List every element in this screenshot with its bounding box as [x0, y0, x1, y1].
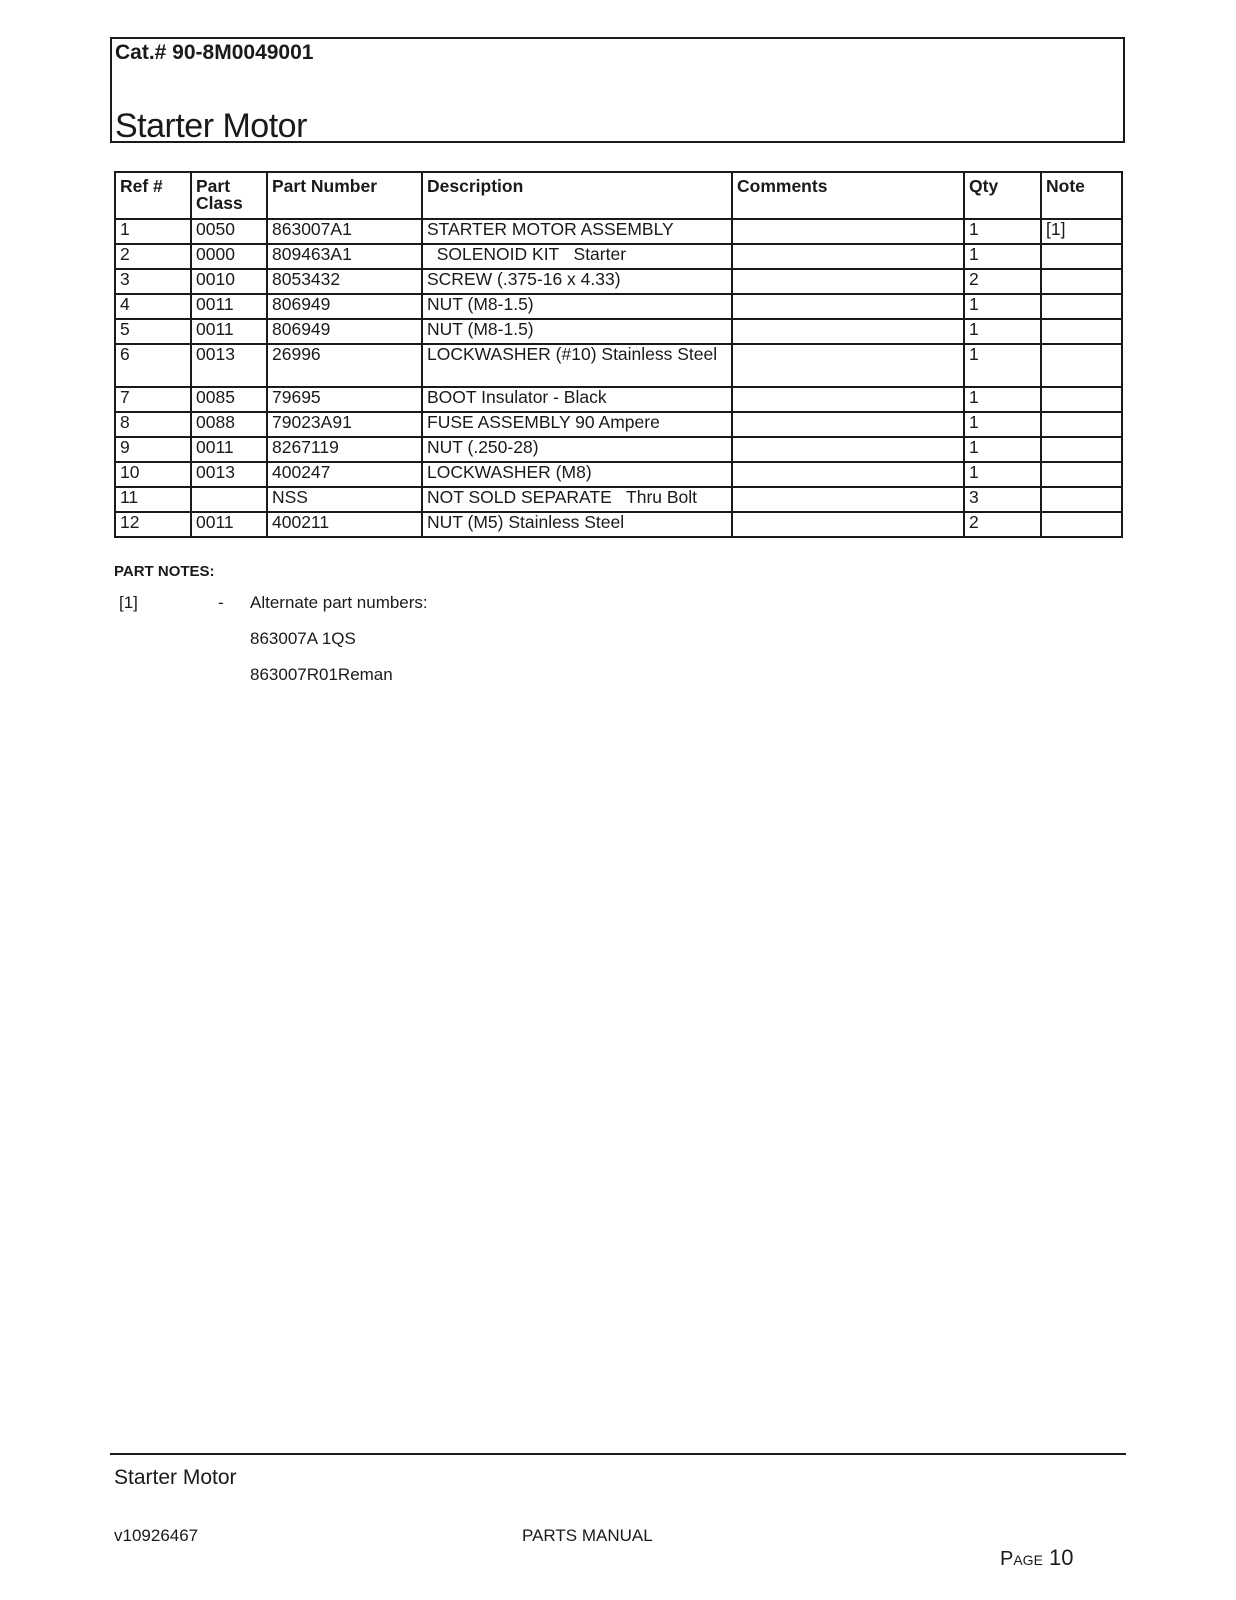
cell-note	[1041, 244, 1122, 269]
cell-part-class: 0088	[191, 412, 267, 437]
cell-part-class: 0011	[191, 294, 267, 319]
cell-comments	[732, 269, 964, 294]
cell-part-number: 79023A91	[267, 412, 422, 437]
footer-title: Starter Motor	[114, 1466, 237, 1489]
cell-ref: 8	[115, 412, 191, 437]
footer-version: v10926467	[114, 1526, 199, 1545]
cell-part-number: 400211	[267, 512, 422, 537]
cell-comments	[732, 512, 964, 537]
page-title: Starter Motor	[115, 107, 307, 145]
cell-ref: 6	[115, 344, 191, 387]
cell-qty: 1	[964, 437, 1041, 462]
table-row	[115, 512, 1122, 537]
cell-ref: 11	[115, 487, 191, 512]
cell-part-class: 0013	[191, 462, 267, 487]
table-row	[115, 344, 1122, 387]
cell-note: [1]	[1041, 219, 1122, 244]
cell-note	[1041, 344, 1122, 387]
page-label: Page	[1000, 1548, 1043, 1570]
cell-note	[1041, 462, 1122, 487]
column-header-comments: Comments	[732, 172, 964, 219]
cell-comments	[732, 294, 964, 319]
cell-note	[1041, 294, 1122, 319]
cell-part-class: 0011	[191, 512, 267, 537]
cell-description: FUSE ASSEMBLY 90 Ampere	[422, 412, 732, 437]
page-number-value: 10	[1049, 1545, 1074, 1570]
cell-part-number: 8267119	[267, 437, 422, 462]
table-row	[115, 269, 1122, 294]
cell-comments	[732, 462, 964, 487]
cell-qty: 1	[964, 462, 1041, 487]
cell-ref: 1	[115, 219, 191, 244]
table-row	[115, 487, 1122, 512]
cell-description: SCREW (.375-16 x 4.33)	[422, 269, 732, 294]
cell-comments	[732, 244, 964, 269]
cell-ref: 9	[115, 437, 191, 462]
cell-description: NUT (M8-1.5)	[422, 319, 732, 344]
cell-qty: 1	[964, 319, 1041, 344]
cell-part-number: 400247	[267, 462, 422, 487]
page-number	[1000, 1545, 1074, 1571]
footer-manual-name: PARTS MANUAL	[522, 1526, 653, 1545]
table-row	[115, 412, 1122, 437]
cell-description: NUT (M5) Stainless Steel	[422, 512, 732, 537]
note-dash: -	[218, 593, 224, 612]
cell-qty: 1	[964, 219, 1041, 244]
cell-qty: 1	[964, 412, 1041, 437]
cell-note	[1041, 512, 1122, 537]
table-row	[115, 319, 1122, 344]
table-header-row	[115, 172, 1122, 219]
cell-qty: 2	[964, 512, 1041, 537]
footer-divider	[110, 1453, 1126, 1455]
cell-part-class: 0013	[191, 344, 267, 387]
note-ref: [1]	[119, 593, 138, 612]
cell-part-number: NSS	[267, 487, 422, 512]
cell-part-class: 0050	[191, 219, 267, 244]
column-header-description: Description	[422, 172, 732, 219]
cell-qty: 1	[964, 294, 1041, 319]
cell-ref: 2	[115, 244, 191, 269]
column-header-part-number: Part Number	[267, 172, 422, 219]
cell-comments	[732, 387, 964, 412]
cell-ref: 12	[115, 512, 191, 537]
cell-note	[1041, 487, 1122, 512]
parts-table	[114, 171, 1123, 538]
column-header-ref: Ref #	[115, 172, 191, 219]
cell-description: NOT SOLD SEPARATE Thru Bolt	[422, 487, 732, 512]
cell-description: BOOT Insulator - Black	[422, 387, 732, 412]
column-header-part-class: Part Class	[191, 172, 267, 219]
cell-note	[1041, 387, 1122, 412]
cell-part-class	[191, 487, 267, 512]
cell-part-number: 806949	[267, 294, 422, 319]
catalog-header	[110, 37, 1125, 143]
cell-ref: 10	[115, 462, 191, 487]
cell-part-number: 79695	[267, 387, 422, 412]
cell-comments	[732, 319, 964, 344]
cell-description: STARTER MOTOR ASSEMBLY	[422, 219, 732, 244]
cell-description: LOCKWASHER (M8)	[422, 462, 732, 487]
cell-part-class: 0011	[191, 319, 267, 344]
table-row	[115, 294, 1122, 319]
cell-ref: 4	[115, 294, 191, 319]
cell-qty: 2	[964, 269, 1041, 294]
cell-part-class: 0011	[191, 437, 267, 462]
cell-part-number: 806949	[267, 319, 422, 344]
cell-part-number: 863007A1	[267, 219, 422, 244]
catalog-number: Cat.# 90-8M0049001	[115, 41, 314, 64]
cell-note	[1041, 412, 1122, 437]
table-row	[115, 387, 1122, 412]
cell-description: SOLENOID KIT Starter	[422, 244, 732, 269]
cell-part-class: 0010	[191, 269, 267, 294]
cell-comments	[732, 437, 964, 462]
cell-part-number: 26996	[267, 344, 422, 387]
cell-qty: 1	[964, 244, 1041, 269]
cell-part-class: 0000	[191, 244, 267, 269]
cell-qty: 1	[964, 344, 1041, 387]
cell-comments	[732, 219, 964, 244]
cell-description: NUT (M8-1.5)	[422, 294, 732, 319]
cell-part-number: 8053432	[267, 269, 422, 294]
cell-description: LOCKWASHER (#10) Stainless Steel	[422, 344, 732, 387]
cell-qty: 3	[964, 487, 1041, 512]
note-alt-part-number: 863007R01Reman	[250, 665, 393, 684]
cell-ref: 7	[115, 387, 191, 412]
table-row	[115, 437, 1122, 462]
cell-comments	[732, 344, 964, 387]
cell-ref: 3	[115, 269, 191, 294]
cell-note	[1041, 319, 1122, 344]
cell-qty: 1	[964, 387, 1041, 412]
cell-description: NUT (.250-28)	[422, 437, 732, 462]
cell-part-class: 0085	[191, 387, 267, 412]
cell-comments	[732, 487, 964, 512]
cell-part-number: 809463A1	[267, 244, 422, 269]
column-header-note: Note	[1041, 172, 1122, 219]
cell-ref: 5	[115, 319, 191, 344]
table-row	[115, 219, 1122, 244]
note-text: Alternate part numbers:	[250, 593, 428, 612]
table-row	[115, 244, 1122, 269]
table-row	[115, 462, 1122, 487]
column-header-qty: Qty	[964, 172, 1041, 219]
cell-note	[1041, 269, 1122, 294]
part-notes-label: PART NOTES:	[114, 563, 215, 580]
cell-note	[1041, 437, 1122, 462]
note-alt-part-number: 863007A 1QS	[250, 629, 356, 648]
cell-comments	[732, 412, 964, 437]
